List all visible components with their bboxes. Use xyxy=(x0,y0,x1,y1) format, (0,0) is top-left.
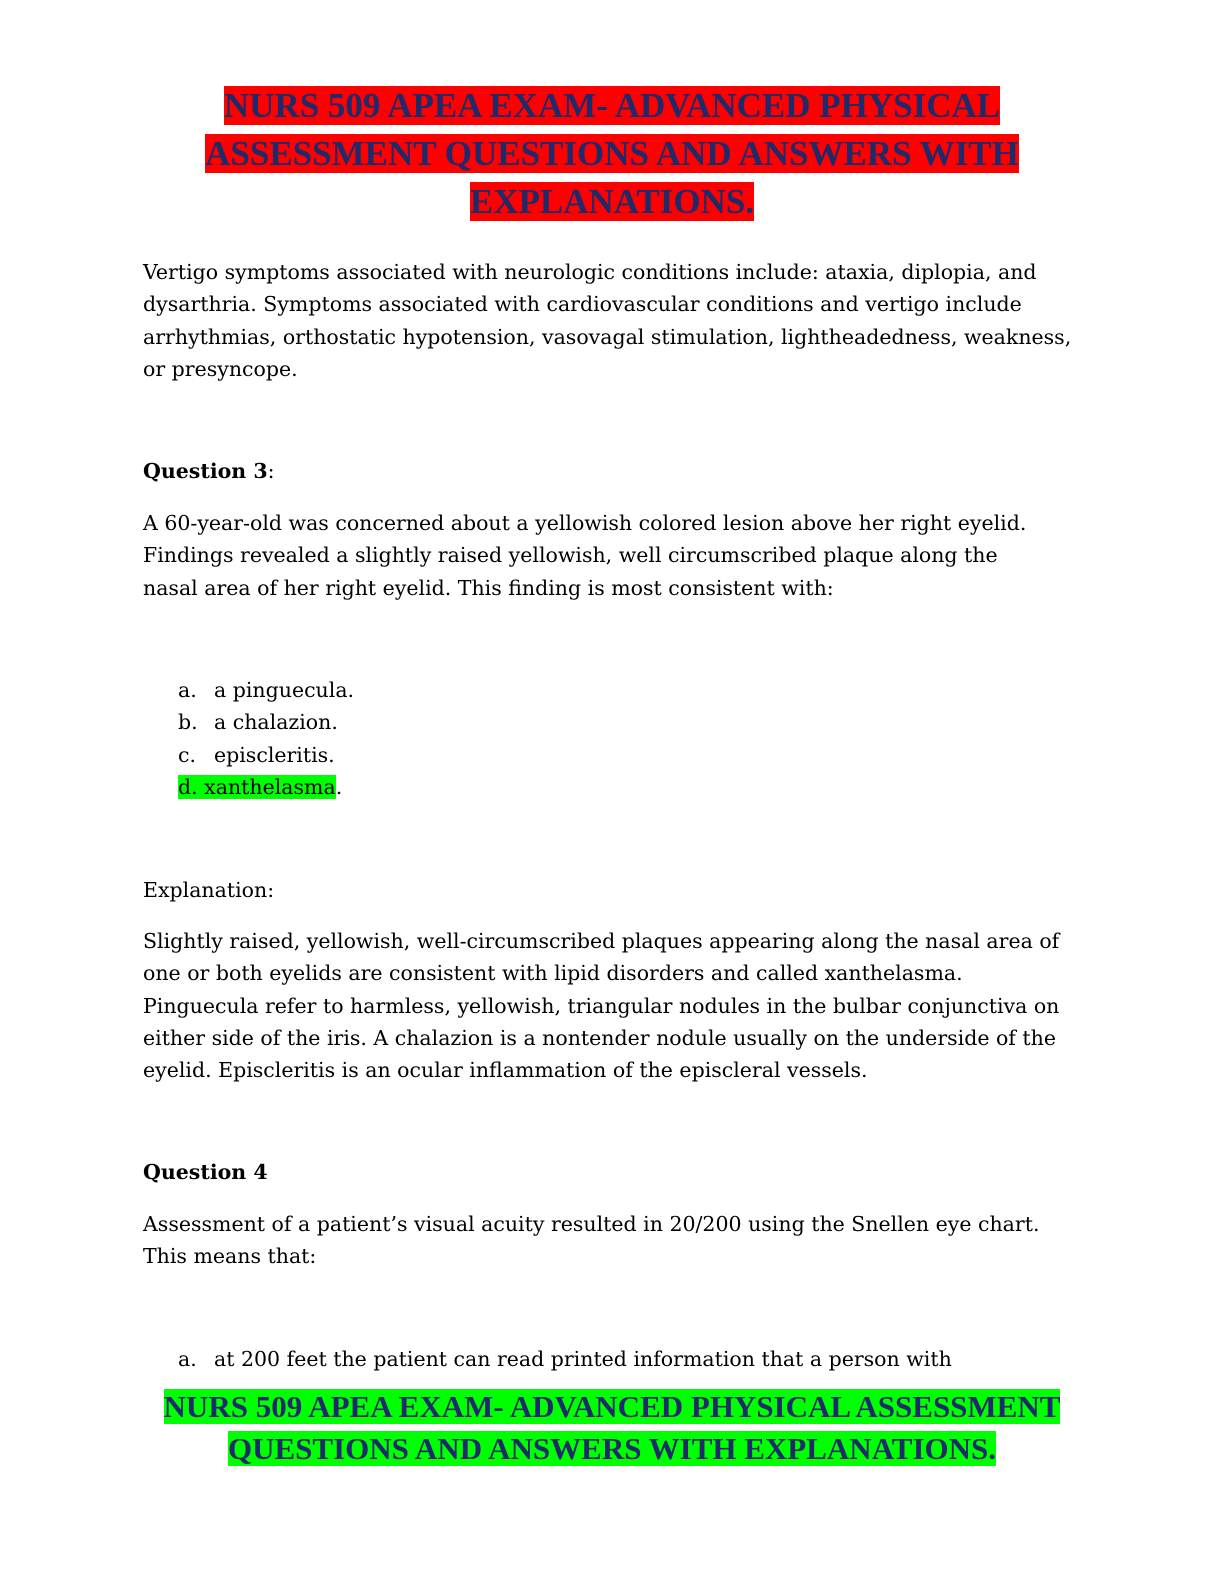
option-a xyxy=(178,674,1058,706)
q4-option-a xyxy=(178,1343,1058,1375)
q4-option-a-letter: a. xyxy=(178,1347,197,1371)
option-b xyxy=(178,706,1058,738)
intro-text: Vertigo symptoms associated with neurologic conditions include: ataxia, diplopia, and dysarthria. Symptoms associated with cardiovascular conditions and vertigo include arrhythmias, orthostatic hypotension, vasovagal stimulation, lightheadedness, weakness, or presyncope. xyxy=(143,260,1072,381)
title-line-2: ASSESSMENT QUESTIONS AND ANSWERS WITH xyxy=(205,134,1019,173)
option-c-letter: c. xyxy=(178,742,196,767)
option-b-letter: b. xyxy=(178,710,198,735)
explanation-paragraph xyxy=(143,925,1063,1086)
correct-answer-period: . xyxy=(335,774,343,799)
question-3-heading xyxy=(143,455,275,487)
document-title xyxy=(150,82,1074,226)
option-c-text: episcleritis. xyxy=(214,742,335,767)
question-4-heading xyxy=(143,1156,268,1188)
option-a-text: a pinguecula. xyxy=(214,678,355,702)
question-3-stem-text: A 60-year-old was concerned about a yellowish colored lesion above her right eyelid. Findings revealed a slightly raised yellowish, well circumscribed plaque along the nasal area of her right eyelid. This finding is most consistent with: xyxy=(143,511,1027,600)
question-4-stem xyxy=(143,1208,1073,1273)
correct-answer-highlight: d. xanthelasma xyxy=(178,774,336,799)
question-3-label: Question 3 xyxy=(143,459,268,483)
footer-line-1: NURS 509 APEA EXAM- ADVANCED PHYSICAL ASSESSMENT xyxy=(163,1389,1061,1424)
option-a-letter: a. xyxy=(178,678,197,702)
option-d-correct xyxy=(178,771,1058,803)
question-3-options xyxy=(178,674,1058,803)
explanation-label: Explanation: xyxy=(143,878,275,902)
intro-paragraph xyxy=(143,256,1083,385)
question-4-options xyxy=(178,1343,1058,1375)
footer-line-2: QUESTIONS AND ANSWERS WITH EXPLANATIONS. xyxy=(227,1431,997,1466)
question-4-label: Question 4 xyxy=(143,1160,268,1184)
option-b-text: a chalazion. xyxy=(214,710,338,735)
explanation-text: Slightly raised, yellowish, well-circumscribed plaques appearing along the nasal area of one or both eyelids are consistent with lipid disorders and called xanthelasma. Pinguecula refer to harmless, yellowish, triangular nodules in the bulbar conjunctiva on either side of the iris. A chalazion is a nontender nodule usually on the underside of the eyelid. Episcleritis is an ocular inflammation of the episcleral vessels. xyxy=(143,929,1060,1083)
title-line-3: EXPLANATIONS. xyxy=(469,182,755,221)
question-3-colon: : xyxy=(267,459,275,483)
question-4-stem-text: Assessment of a patient’s visual acuity resulted in 20/200 using the Snellen eye chart. This means that: xyxy=(143,1212,1040,1269)
footer-title xyxy=(150,1386,1074,1470)
option-c xyxy=(178,739,1058,771)
question-3-stem xyxy=(143,507,1043,604)
title-line-1: NURS 509 APEA EXAM- ADVANCED PHYSICAL xyxy=(223,86,1001,125)
q4-option-a-text: at 200 feet the patient can read printed information that a person with xyxy=(214,1347,952,1371)
